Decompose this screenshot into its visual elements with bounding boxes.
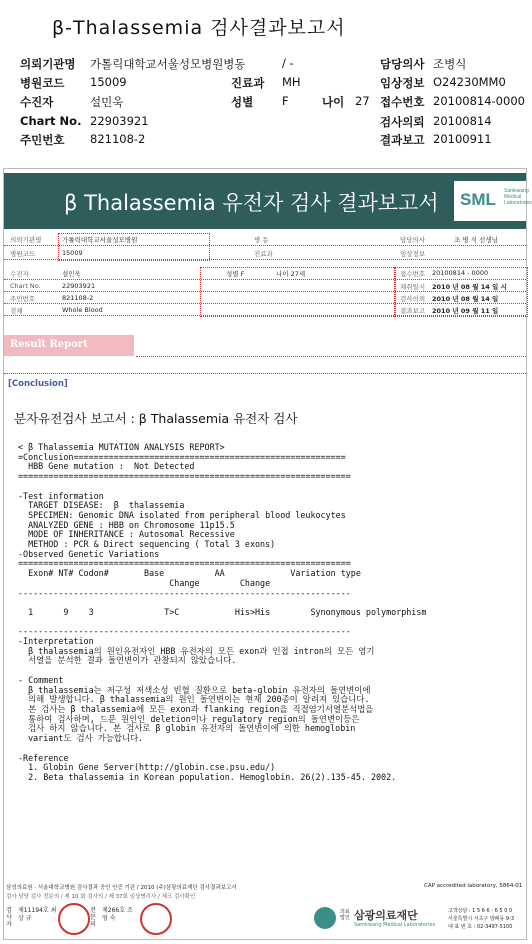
report-body: [8, 399, 522, 879]
form-value-report-date: 2010 년 09 월 11 일: [432, 307, 499, 315]
form-key-receipt-no: 접수번호: [400, 270, 426, 278]
form-key-hospital-code: 병원코드: [10, 250, 36, 258]
form-value-institution: 가톨릭대학교서울성모병원: [62, 236, 138, 244]
form-key-resident-no: 주민번호: [10, 295, 36, 303]
header-key-department: 진료과: [231, 76, 265, 90]
banner-title: β Thalassemia 유전자 검사 결과보고서: [64, 191, 439, 215]
footer-cap: CAP accredited laboratory, 5864-01: [424, 883, 523, 889]
header-key-chart-no: Chart No.: [20, 114, 82, 128]
page-title: β-Thalassemia 검사결과보고서: [52, 17, 346, 39]
sml-logo: [454, 181, 532, 221]
header-value-resident-no: 821108-2: [90, 132, 146, 146]
form-key-clinical-info: 임상정보: [400, 250, 426, 258]
patient-header: [20, 52, 530, 148]
samkwang-logo-icon: [314, 907, 336, 929]
contact-2: 서울특별시 서초구 방배동 9-3: [448, 916, 515, 922]
form-value-hospital-code: 15009: [62, 249, 83, 257]
form-value-receipt-no: 20100814 - 0000: [432, 269, 489, 277]
examiner-info: 제11194호 최 상 규: [18, 907, 57, 922]
form-value-resident-no: 821108-2: [62, 294, 94, 302]
org-name-en: Samkwang Medical Laboratories: [354, 922, 436, 928]
specialist-info: 제266호 조 영 숙: [102, 907, 133, 922]
scanned-report-sheet: [3, 168, 532, 940]
examiner-seal-icon: [58, 903, 90, 935]
header-value-institution: 가톨릭대학교서울성모병원병동: [90, 57, 246, 71]
form-key-report-date: 결과보고: [400, 307, 426, 315]
form-key-request-date: 검사의뢰: [400, 295, 426, 303]
form-value-patient: 설민욱: [62, 270, 81, 278]
header-value-department: MH: [282, 75, 301, 89]
report-footer: [4, 881, 526, 939]
form-value-collection-date: 2010 년 08 월 14 일 시: [432, 283, 507, 291]
header-key-report-date: 결과보고: [380, 133, 425, 147]
sml-logo-text: SML: [460, 190, 496, 209]
result-report-tab: [4, 335, 134, 356]
examiner-label: 검사자: [6, 907, 12, 928]
org-name: 삼광의료재단: [354, 909, 418, 922]
report-text: < β Thalassemia MUTATION ANALYSIS REPORT> =Conclusion====================================================== HBB Gene mutation : Not Detected ================================================================== -Test information TARGET DISEASE: β thalassemia SPECIMEN: Genomic DNA isolated from peripheral blood leukocytes ANALYZED GENE : HBB on Chromosome 11p15.5 MODE OF INHERITANCE : Autosomal Recessive METHOD : PCR & Direct sequencing ( Total 3 exons) -Observed Genetic Variations ================================================================== Exon# NT# Codon# Base AA Variation type Change Change ------------------------------------------------------------------ 1 9 3 T>C His>His Synonymous polymorphism ------------------------------------------------------------------ -Interpretation β thalassemia의 원인유전자인 HBB 유전자의 모든 exon과 인접 intron의 모든 염기 서열을 분석한 결과 돌연변이가 관찰되지 않았습니다. - Comment β thalassemia는 저구성 저색소성 빈혈 질환으로 beta-globin 유전자의 돌연변이에 의해 발생합니다. β thalassemia의 원인 돌연변이는 현재 200종이 알려져 있습니다. 본 검사는 β thalassemia에 모든 exon과 flanking region을 직접염기서열분석법을 통하여 검사하며, 드문 원인인 deletion이나 regulatory region의 돌연변이등은 검사 하지 않습니다. 본 검사로 β globin 유전자의 돌연변이에 의한 hemoglobin variant도 검사 가능합니다. -Reference 1. Globin Gene Server(http://globin.cse.psu.edu/) 2. Beta thalassemia in Korean population. Hemoglobin. 26(2).135-45. 2002.: [18, 442, 427, 782]
header-value-receipt-no: 20100814-0000: [433, 94, 525, 108]
form-value-chart-no: 22903921: [62, 282, 96, 290]
header-value-hospital-code: 15009: [90, 75, 127, 89]
header-key-sex: 성별: [231, 95, 254, 109]
header-value-chart-no: 22903921: [90, 114, 149, 128]
footer-line1: 삼성의료원 · 서울대학교병원 검사결과 공인 인증 기관 / 2010 (주)삼광의료재단 검사결과보고서: [6, 885, 237, 891]
footer-line2: 검사 담당 검사 전문의 / 제 10 회 검사의 / 제 37회 임상병리사 / 체크 검사확인: [6, 894, 196, 900]
request-form: [4, 233, 526, 333]
form-value-sex: 성별 F: [226, 270, 245, 278]
header-value-report-date: 20100911: [433, 132, 492, 146]
org-prefix: 의료법인: [340, 909, 350, 921]
sml-logo-subtitle: Samkwang Medical Laboratories: [504, 188, 532, 206]
form-key-chart-no: Chart No.: [10, 282, 41, 290]
form-key-department: 진료과: [254, 250, 273, 258]
form-key-ward: 병 동: [254, 236, 269, 244]
specialist-seal-icon: [140, 903, 172, 935]
header-value-ward: / -: [282, 56, 294, 70]
header-key-institution: 의뢰기관명: [20, 57, 76, 71]
header-value-doctor: 조병식: [433, 57, 467, 71]
header-key-resident-no: 주민번호: [20, 133, 65, 147]
report-title: 분자유전검사 보고서 : β Thalassemia 유전자 검사: [14, 411, 298, 426]
form-value-specimen: Whole Blood: [62, 306, 103, 314]
report-banner: [4, 173, 532, 229]
header-value-request-date: 20100814: [433, 114, 492, 128]
result-report-label: Result Report: [10, 339, 88, 350]
header-key-clinical-info: 임상정보: [380, 76, 425, 90]
header-value-clinical-info: O24230MM0: [433, 75, 506, 89]
header-value-age: 27: [355, 94, 370, 108]
header-key-hospital-code: 병원코드: [20, 76, 65, 90]
header-key-age: 나이: [322, 95, 345, 109]
header-key-doctor: 담당의사: [380, 57, 425, 71]
header-value-sex: F: [282, 94, 289, 108]
form-key-doctor: 담당의사: [400, 236, 426, 244]
header-value-patient: 설민욱: [90, 95, 124, 109]
form-value-age: 나이 27세: [276, 270, 306, 278]
specialist-label: 전문의: [90, 907, 96, 928]
header-key-receipt-no: 접수번호: [380, 95, 425, 109]
header-key-patient: 수진자: [20, 95, 54, 109]
form-value-doctor: 조 병 식 선생님: [454, 236, 498, 244]
contact-3: 대 표 번 호 : 02-3497-5100: [448, 924, 513, 930]
form-value-request-date: 2010 년 08 월 14 일: [432, 295, 499, 303]
form-key-institution: 의뢰기관명: [10, 236, 42, 244]
header-key-request-date: 검사의뢰: [380, 115, 425, 129]
form-key-specimen: 검체: [10, 307, 23, 315]
form-key-collection-date: 채취일시: [400, 283, 426, 291]
conclusion-label: [Conclusion]: [8, 379, 68, 389]
contact-1: 고객상담 : 1 5 6 6 - 6 5 0 0: [448, 908, 513, 914]
form-key-patient: 수진자: [10, 270, 29, 278]
